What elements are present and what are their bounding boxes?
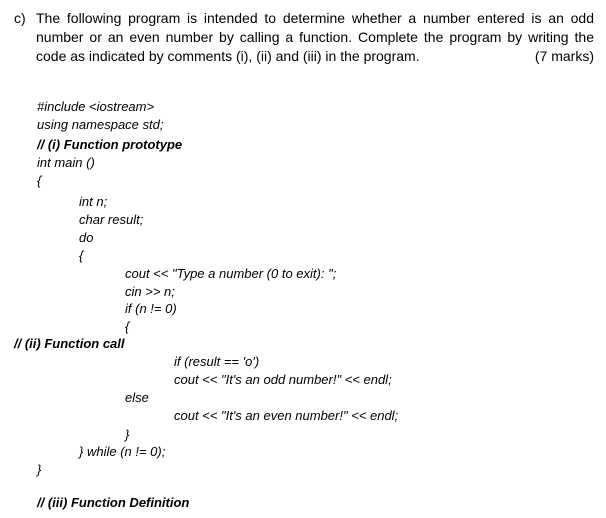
code-else: else	[125, 390, 149, 405]
question-text: The following program is intended to determine whether a number entered is an odd number or an even number by calling a function. Complete the program by writing the code as indicated by comments (i), (ii) and (iii) in the program.	[36, 10, 594, 64]
code-if-result: if (result == 'o')	[174, 354, 260, 369]
question-text-block	[36, 9, 594, 66]
comment-function-definition: // (iii) Function Definition	[37, 495, 190, 510]
code-if-n: if (n != 0)	[125, 301, 177, 316]
code-cout-prompt: cout << "Type a number (0 to exit): ";	[125, 266, 337, 281]
code-cin-n: cin >> n;	[125, 284, 175, 299]
comment-function-prototype: // (i) Function prototype	[37, 137, 183, 152]
question-marks: (7 marks)	[534, 48, 594, 64]
code-brace-open-do: {	[79, 248, 84, 263]
code-main-signature: int main ()	[37, 155, 95, 170]
code-cout-odd: cout << "It's an odd number!" << endl;	[174, 372, 392, 387]
code-brace-open-main: {	[37, 173, 42, 188]
code-brace-close-main: }	[37, 462, 42, 477]
code-namespace: using namespace std;	[37, 117, 164, 132]
question-header	[14, 9, 594, 66]
code-do: do	[79, 230, 94, 245]
code-while: } while (n != 0);	[79, 444, 166, 459]
code-cout-even: cout << "It's an even number!" << endl;	[174, 408, 399, 423]
code-brace-close-if: }	[125, 427, 130, 442]
code-include: #include <iostream>	[37, 99, 155, 114]
code-decl-n: int n;	[79, 194, 108, 209]
question-label: c)	[14, 10, 26, 26]
comment-function-call: // (ii) Function call	[14, 336, 125, 351]
code-brace-open-if: {	[125, 319, 130, 334]
code-decl-result: char result;	[79, 212, 144, 227]
